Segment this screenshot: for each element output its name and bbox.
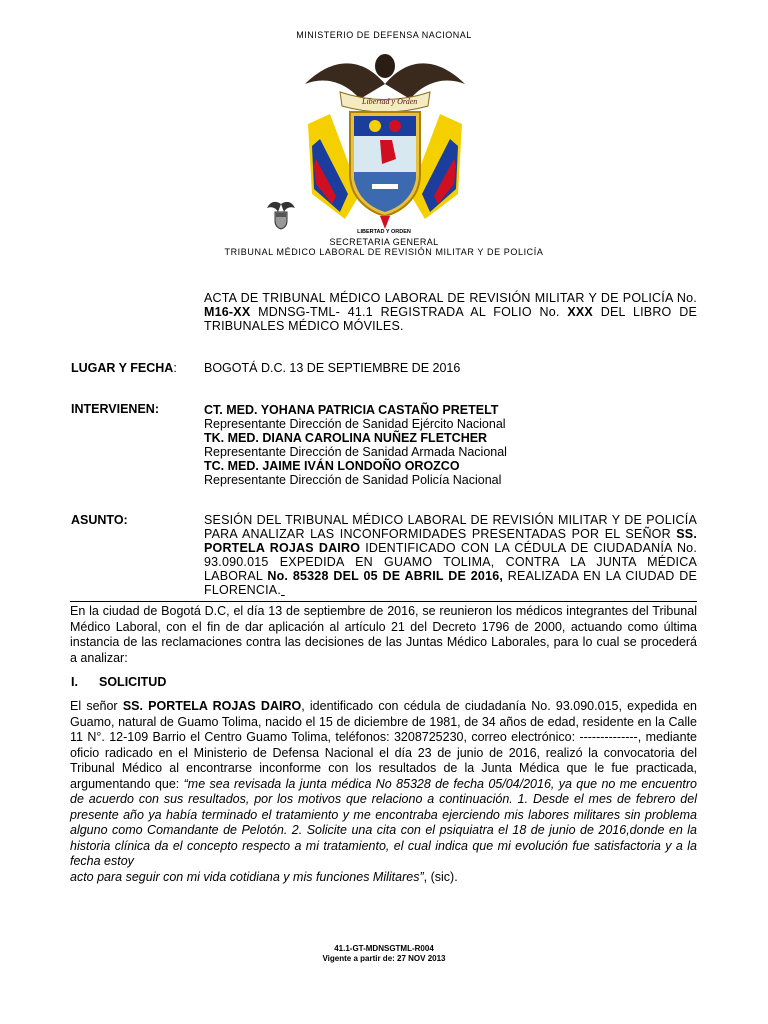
participant-name: TK. MED. DIANA CAROLINA NUÑEZ FLETCHER [204, 431, 488, 445]
asunto-junta: No. 85328 DEL 05 DE ABRIL DE 2016, [267, 569, 504, 583]
asunto-underline [281, 583, 285, 597]
acta-text-3: DEL LIBRO DE TRIBUNALES MÉDICO MÓVILES. [204, 305, 698, 333]
section-heading [71, 675, 166, 689]
solicitud-text-3: , (sic). [423, 869, 458, 884]
lugar-label-text: LUGAR Y FECHA [71, 361, 174, 375]
small-crest-image [266, 200, 296, 230]
ministry-heading: MINISTERIO DE DEFENSA NACIONAL [296, 30, 472, 40]
document-footer [0, 944, 768, 964]
solicitud-person: SS. PORTELA ROJAS DAIRO [122, 699, 302, 713]
asunto-text-1: SESIÓN DEL TRIBUNAL MÉDICO LABORAL DE REVISIÓN MILITAR Y DE POLICÍA PARA ANALIZAR LAS INCONFORMIDADES PRESENTADAS POR EL SEÑOR [204, 513, 697, 541]
participant-role: Representante Dirección de Sanidad Ejército Nacional [204, 417, 506, 431]
lugar-fecha-label [71, 361, 177, 375]
intervienen-label: INTERVIENEN: [71, 402, 159, 416]
asunto-text [204, 513, 697, 597]
section-title: SOLICITUD [99, 675, 167, 689]
secretaria-heading: SECRETARIA GENERAL [329, 237, 439, 247]
acta-text-2: MDNSG-TML- 41.1 REGISTRADA AL FOLIO No. [250, 305, 568, 319]
participant-name: TC. MED. JAIME IVÁN LONDOÑO OROZCO [204, 459, 460, 473]
asunto-person: SS. PORTELA ROJAS DAIRO [204, 527, 697, 555]
asunto-label: ASUNTO: [71, 513, 128, 527]
solicitud-quote-1: “me sea revisada la junta médica No 85328 de fecha 05/04/2016, ya que no me encuentro de acuerdo con sus resultados, por los motivos que relaciono a continuación. 1. Desde el mes de febrero del presente año ya había terminado el tratamiento y me encontraba ejerciendo mis labores militares sin problema alguno como Comandante de Pelotón. 2. Solicite una cita con el psiquiatra el 18 de junio de 2016,donde en la historia clínica da el concepto respecto a mi tratamiento, el cual indica que mi evolución fue satisfactoria y a la fecha estoy [70, 776, 697, 868]
acta-text-1: ACTA DE TRIBUNAL MÉDICO LABORAL DE REVISIÓN MILITAR Y DE POLICÍA No. [204, 291, 697, 305]
acta-title [204, 291, 697, 333]
tribunal-heading: TRIBUNAL MÉDICO LABORAL DE REVISIÓN MILITAR Y DE POLICÍA [224, 247, 544, 257]
footer-vigente: Vigente a partir de: 27 NOV 2013 [322, 954, 446, 963]
solicitud-text-1: El señor [70, 699, 123, 713]
acta-folio: XXX [567, 305, 593, 319]
intro-paragraph: En la ciudad de Bogotá D.C, el día 13 de septiembre de 2016, se reunieron los médicos integrantes del Tribunal Médico Laboral, con el fin de dar aplicación al artículo 21 del Decreto 1796 de 2000, actuando como última instancia de las reclamaciones contra las decisiones de las Juntas Médico Laborales, para lo cual se procederá a analizar: [70, 604, 697, 665]
lugar-fecha-value: BOGOTÁ D.C. 13 DE SEPTIEMBRE DE 2016 [204, 361, 461, 375]
asunto-text-3: REALIZADA EN LA CIUDAD DE FLORENCIA. [204, 569, 698, 597]
asunto-text-2: IDENTIFICADO CON LA CÉDULA DE CIUDADANÍA No. 93.090.015 EXPEDIDA EN GUAMO TOLIMA, CONTRA LA JUNTA MÉDICA LABORAL [204, 541, 697, 583]
section-number: I. [71, 675, 78, 689]
acta-number: M16-XX [204, 305, 251, 319]
solicitud-paragraph [70, 699, 697, 885]
participant-name: CT. MED. YOHANA PATRICIA CASTAÑO PRETELT [204, 403, 499, 417]
coat-of-arms-image [300, 44, 470, 234]
solicitud-quote-2: acto para seguir con mi vida cotidiana y mis funciones Militares” [70, 869, 424, 884]
crest-motto-text: Libertad y Orden [362, 97, 418, 106]
participant-role: Representante Dirección de Sanidad Armada Nacional [204, 445, 507, 459]
crest-caption: LIBERTAD Y ORDEN [357, 229, 411, 235]
footer-code: 41.1-GT-MDNSGTML-R004 [334, 944, 434, 953]
lugar-colon: : [173, 361, 177, 375]
intervienen-list [204, 403, 507, 487]
section-divider [70, 601, 697, 602]
participant-role: Representante Dirección de Sanidad Policía Nacional [204, 473, 502, 487]
solicitud-text-2: , identificado con cédula de ciudadanía No. 93.090.015, expedida en Guamo, natural de Guamo Tolima, nacido el 15 de diciembre de 1981, de 34 años de edad, residente en la Calle 11 N°. 12-109 Barrio el Centro Guamo Tolima, teléfonos: 3208725230, correo electrónico: --------------, mediante oficio radicado en el Ministerio de Defensa Nacional el día 23 de junio de 2016, realizó la convocatoria del Tribunal Médico al encontrarse inconforme con los resultados de la Junta Médica que le fue practicada, argumentando que: [70, 699, 697, 791]
